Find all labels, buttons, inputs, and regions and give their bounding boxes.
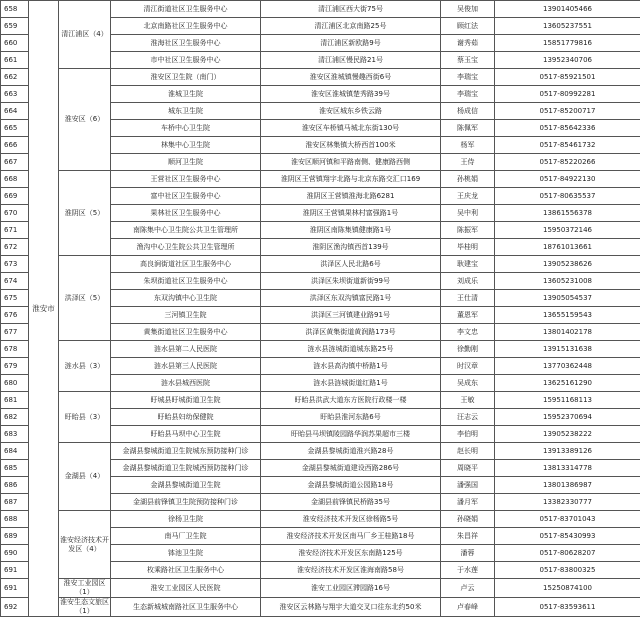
row-number-cell: 679 — [1, 358, 29, 375]
contact-cell: 吴俊加 — [441, 1, 495, 18]
contact-cell: 潘蓉 — [441, 545, 495, 562]
site-name-cell: 枚乘路社区卫生服务中心 — [111, 562, 261, 579]
address-cell: 洪泽区三河镇建业路91号 — [261, 307, 441, 324]
row-number-cell: 661 — [1, 52, 29, 69]
site-name-cell: 淮安工业园区人民医院 — [111, 579, 261, 598]
site-name-cell: 朱坝街道社区卫生服务中心 — [111, 273, 261, 290]
phone-cell: 15950372146 — [495, 222, 640, 239]
contact-cell: 吴中利 — [441, 205, 495, 222]
site-name-cell: 金湖县黎城街道卫生院城东预防接种门诊 — [111, 443, 261, 460]
row-number-cell: 675 — [1, 290, 29, 307]
district-cell: 涟水县（3） — [59, 341, 111, 392]
phone-cell: 15851779816 — [495, 35, 640, 52]
phone-cell: 13901405466 — [495, 1, 640, 18]
contact-cell: 李伯明 — [441, 426, 495, 443]
phone-cell: 0517-83593611 — [495, 598, 640, 617]
address-cell: 淮安区淮城镇楚秀路39号 — [261, 86, 441, 103]
address-cell: 淮阴区渔沟镇西首139号 — [261, 239, 441, 256]
site-name-cell: 金湖县黎城街道卫生院城西预防接种门诊 — [111, 460, 261, 477]
phone-cell: 13913389126 — [495, 443, 640, 460]
phone-cell: 0517-84922130 — [495, 171, 640, 188]
row-number-cell: 671 — [1, 222, 29, 239]
district-cell: 淮安区（6） — [59, 69, 111, 171]
table-row — [1, 579, 640, 598]
site-name-cell: 涟水县第二人民医院 — [111, 341, 261, 358]
phone-cell: 13813314778 — [495, 460, 640, 477]
row-number-cell: 672 — [1, 239, 29, 256]
phone-cell: 0517-85430993 — [495, 528, 640, 545]
address-cell: 盱眙县淮河东路6号 — [261, 409, 441, 426]
site-name-cell: 北京南路社区卫生服务中心 — [111, 18, 261, 35]
row-number-cell: 691 — [1, 562, 29, 579]
phone-cell: 0517-83701043 — [495, 511, 640, 528]
row-number-cell: 687 — [1, 494, 29, 511]
row-number-cell: 673 — [1, 256, 29, 273]
row-number-cell: 658 — [1, 1, 29, 18]
address-cell: 淮阴区南陈集镇健康路1号 — [261, 222, 441, 239]
table-body — [1, 1, 640, 617]
site-name-cell: 林集中心卫生院 — [111, 137, 261, 154]
site-name-cell: 盱眙县马坝中心卫生院 — [111, 426, 261, 443]
address-cell: 洪泽区人民北路6号 — [261, 256, 441, 273]
contact-cell: 耿建宝 — [441, 256, 495, 273]
address-cell: 洪泽区黄集街道黄润路173号 — [261, 324, 441, 341]
row-number-cell: 663 — [1, 86, 29, 103]
phone-cell: 13905054537 — [495, 290, 640, 307]
address-cell: 涟水县高沟镇中桥路1号 — [261, 358, 441, 375]
site-name-cell: 南陈集中心卫生院公共卫生管理所 — [111, 222, 261, 239]
contact-cell: 蔡玉宝 — [441, 52, 495, 69]
contact-cell: 陈振军 — [441, 222, 495, 239]
site-name-cell: 金湖县黎城街道卫生院 — [111, 477, 261, 494]
contact-cell: 王敏 — [441, 392, 495, 409]
district-cell: 淮安生态文旅区（1） — [59, 598, 111, 617]
phone-cell: 13770362448 — [495, 358, 640, 375]
row-number-cell: 682 — [1, 409, 29, 426]
row-number-cell: 688 — [1, 511, 29, 528]
address-cell: 洪泽区朱坝街道新街99号 — [261, 273, 441, 290]
phone-cell: 0517-85461732 — [495, 137, 640, 154]
table-row — [1, 598, 640, 617]
contact-cell: 吴成东 — [441, 375, 495, 392]
row-number-cell: 685 — [1, 460, 29, 477]
address-cell: 金湖县黎城街道淮兴路28号 — [261, 443, 441, 460]
row-number-cell: 691 — [1, 579, 29, 598]
district-cell: 金湖县（4） — [59, 443, 111, 511]
district-cell: 淮阴区（5） — [59, 171, 111, 256]
phone-cell: 13905238222 — [495, 426, 640, 443]
table-row — [1, 256, 640, 273]
site-name-cell: 金湖县前锋镇卫生院预防接种门诊 — [111, 494, 261, 511]
site-name-cell: 涟水县第三人民医院 — [111, 358, 261, 375]
address-cell: 涟水县涟城街道城东路25号 — [261, 341, 441, 358]
site-name-cell: 果林社区卫生服务中心 — [111, 205, 261, 222]
row-number-cell: 686 — [1, 477, 29, 494]
address-cell: 盱眙县洪武大道东方医院行政楼一楼 — [261, 392, 441, 409]
phone-cell: 13625161290 — [495, 375, 640, 392]
row-number-cell: 690 — [1, 545, 29, 562]
contact-cell: 杨成信 — [441, 103, 495, 120]
contact-cell: 王侍 — [441, 154, 495, 171]
site-name-cell: 淮安区卫生院（南门） — [111, 69, 261, 86]
site-name-cell: 黄集街道社区卫生服务中心 — [111, 324, 261, 341]
table-row — [1, 392, 640, 409]
contact-cell: 时汉章 — [441, 358, 495, 375]
phone-cell: 15952370694 — [495, 409, 640, 426]
phone-cell: 13905238626 — [495, 256, 640, 273]
row-number-cell: 670 — [1, 205, 29, 222]
site-name-cell: 清江街道社区卫生服务中心 — [111, 1, 261, 18]
site-name-cell: 钵池卫生院 — [111, 545, 261, 562]
phone-cell: 13655159543 — [495, 307, 640, 324]
address-cell: 盱眙县马坝镇陵园路华润苏果超市三楼 — [261, 426, 441, 443]
address-cell: 清江浦区西大街75号 — [261, 1, 441, 18]
address-cell: 淮阴区王营镇翔宇北路与北京东路交汇口169 — [261, 171, 441, 188]
contact-cell: 陈佩军 — [441, 120, 495, 137]
district-cell: 清江浦区（4） — [59, 1, 111, 69]
table-row — [1, 511, 640, 528]
row-number-cell: 678 — [1, 341, 29, 358]
site-name-cell: 东双沟镇中心卫生院 — [111, 290, 261, 307]
contact-cell: 周晓平 — [441, 460, 495, 477]
phone-cell: 0517-85200717 — [495, 103, 640, 120]
row-number-cell: 659 — [1, 18, 29, 35]
row-number-cell: 660 — [1, 35, 29, 52]
address-cell: 淮安区云林路与翔宇大道交叉口往东北约50米 — [261, 598, 441, 617]
contact-cell: 潘强国 — [441, 477, 495, 494]
phone-cell: 0517-80628207 — [495, 545, 640, 562]
phone-cell: 13605231008 — [495, 273, 640, 290]
site-name-cell: 王营社区卫生服务中心 — [111, 171, 261, 188]
address-cell: 金湖县黎城街道公园路18号 — [261, 477, 441, 494]
city-cell: 淮安市 — [29, 1, 59, 617]
site-name-cell: 涟水县城西医院 — [111, 375, 261, 392]
contact-cell: 于水莲 — [441, 562, 495, 579]
address-cell: 淮安区城东乡铁云路 — [261, 103, 441, 120]
contact-cell: 顾红法 — [441, 18, 495, 35]
contact-cell: 毕桂明 — [441, 239, 495, 256]
row-number-cell: 667 — [1, 154, 29, 171]
address-cell: 金湖县黎城街道建设西路286号 — [261, 460, 441, 477]
site-name-cell: 盱城县盱城街道卫生院 — [111, 392, 261, 409]
site-name-cell: 生态新城城南路社区卫生服务中心 — [111, 598, 261, 617]
site-name-cell: 富中社区卫生服务中心 — [111, 188, 261, 205]
contact-cell: 谢秀茹 — [441, 35, 495, 52]
address-cell: 清江浦区慢民路21号 — [261, 52, 441, 69]
table-row — [1, 171, 640, 188]
address-cell: 淮阴区王营镇淮海北路6281 — [261, 188, 441, 205]
contact-cell: 杨军 — [441, 137, 495, 154]
contact-cell: 刘成乐 — [441, 273, 495, 290]
row-number-cell: 662 — [1, 69, 29, 86]
phone-cell: 13605237551 — [495, 18, 640, 35]
contact-cell: 孙晓娟 — [441, 511, 495, 528]
phone-cell: 13801402178 — [495, 324, 640, 341]
contact-cell: 王庆龙 — [441, 188, 495, 205]
district-cell: 淮安工业园区（1） — [59, 579, 111, 598]
contact-cell: 徐勤刚 — [441, 341, 495, 358]
phone-cell: 0517-85642336 — [495, 120, 640, 137]
phone-cell: 13861556378 — [495, 205, 640, 222]
contact-cell: 卢云 — [441, 579, 495, 598]
contact-cell: 李文忠 — [441, 324, 495, 341]
phone-cell: 15250874100 — [495, 579, 640, 598]
row-number-cell: 674 — [1, 273, 29, 290]
contact-cell: 汪志云 — [441, 409, 495, 426]
row-number-cell: 668 — [1, 171, 29, 188]
row-number-cell: 683 — [1, 426, 29, 443]
row-number-cell: 684 — [1, 443, 29, 460]
row-number-cell: 680 — [1, 375, 29, 392]
site-name-cell: 三河镇卫生院 — [111, 307, 261, 324]
address-cell: 淮安区林集镇大桥西首100米 — [261, 137, 441, 154]
address-cell: 淮安经济技术开发区淮海南路58号 — [261, 562, 441, 579]
phone-cell: 0517-80635537 — [495, 188, 640, 205]
site-name-cell: 南马厂卫生院 — [111, 528, 261, 545]
district-cell: 盱眙县（3） — [59, 392, 111, 443]
site-name-cell: 淮海社区卫生服务中心 — [111, 35, 261, 52]
address-cell: 淮安工业园区滞园路16号 — [261, 579, 441, 598]
site-name-cell: 高良涧街道社区卫生服务中心 — [111, 256, 261, 273]
address-cell: 淮安经济技术开发区南马厂乡王桂路18号 — [261, 528, 441, 545]
address-cell: 淮阴区王营镇果林村富强路1号 — [261, 205, 441, 222]
phone-cell: 13382330777 — [495, 494, 640, 511]
table-row — [1, 1, 640, 18]
site-name-cell: 顺河卫生院 — [111, 154, 261, 171]
contact-cell: 赵长明 — [441, 443, 495, 460]
phone-cell: 18761013661 — [495, 239, 640, 256]
phone-cell: 15951168113 — [495, 392, 640, 409]
site-name-cell: 城东卫生院 — [111, 103, 261, 120]
row-number-cell: 681 — [1, 392, 29, 409]
address-cell: 淮安经济技术开发区东南路125号 — [261, 545, 441, 562]
site-name-cell: 市中社区卫生服务中心 — [111, 52, 261, 69]
address-cell: 洪泽区东双沟镇富民路1号 — [261, 290, 441, 307]
contact-cell: 卢春峰 — [441, 598, 495, 617]
site-name-cell: 徐杨卫生院 — [111, 511, 261, 528]
address-cell: 涟水县涟城街道红路1号 — [261, 375, 441, 392]
contact-cell: 李瑞宝 — [441, 69, 495, 86]
contact-cell: 李瑞宝 — [441, 86, 495, 103]
address-cell: 清江浦区北京南路25号 — [261, 18, 441, 35]
row-number-cell: 677 — [1, 324, 29, 341]
row-number-cell: 666 — [1, 137, 29, 154]
phone-cell: 13915131638 — [495, 341, 640, 358]
row-number-cell: 676 — [1, 307, 29, 324]
contact-cell: 孙桃娟 — [441, 171, 495, 188]
site-name-cell: 盱眙县妇幼保健院 — [111, 409, 261, 426]
table-row — [1, 69, 640, 86]
phone-cell: 0517-85220266 — [495, 154, 640, 171]
address-cell: 金湖县前锋镇民桥路35号 — [261, 494, 441, 511]
table-row — [1, 443, 640, 460]
row-number-cell: 689 — [1, 528, 29, 545]
district-cell: 淮安经济技术开发区（4） — [59, 511, 111, 579]
address-cell: 淮安区淮城镇慢趣西街6号 — [261, 69, 441, 86]
contact-cell: 王仕清 — [441, 290, 495, 307]
phone-cell: 0517-85921501 — [495, 69, 640, 86]
phone-cell: 13952340706 — [495, 52, 640, 69]
site-name-cell: 车桥中心卫生院 — [111, 120, 261, 137]
address-cell: 淮安区车桥镇马城北东街130号 — [261, 120, 441, 137]
address-cell: 清江浦区新欧路9号 — [261, 35, 441, 52]
phone-cell: 13801386987 — [495, 477, 640, 494]
address-cell: 淮安经济技术开发区徐杨路5号 — [261, 511, 441, 528]
phone-cell: 0517-80992281 — [495, 86, 640, 103]
row-number-cell: 665 — [1, 120, 29, 137]
row-number-cell: 692 — [1, 598, 29, 617]
site-name-cell: 渔沟中心卫生院公共卫生管理所 — [111, 239, 261, 256]
contact-cell: 朱昌祥 — [441, 528, 495, 545]
district-cell: 洪泽区（5） — [59, 256, 111, 341]
address-cell: 淮安区顺河镇和平路南侧、健康路西侧 — [261, 154, 441, 171]
phone-cell: 0517-83800325 — [495, 562, 640, 579]
row-number-cell: 669 — [1, 188, 29, 205]
site-name-cell: 淮城卫生院 — [111, 86, 261, 103]
row-number-cell: 664 — [1, 103, 29, 120]
contact-cell: 董恩军 — [441, 307, 495, 324]
table-row — [1, 341, 640, 358]
contact-cell: 潘月军 — [441, 494, 495, 511]
